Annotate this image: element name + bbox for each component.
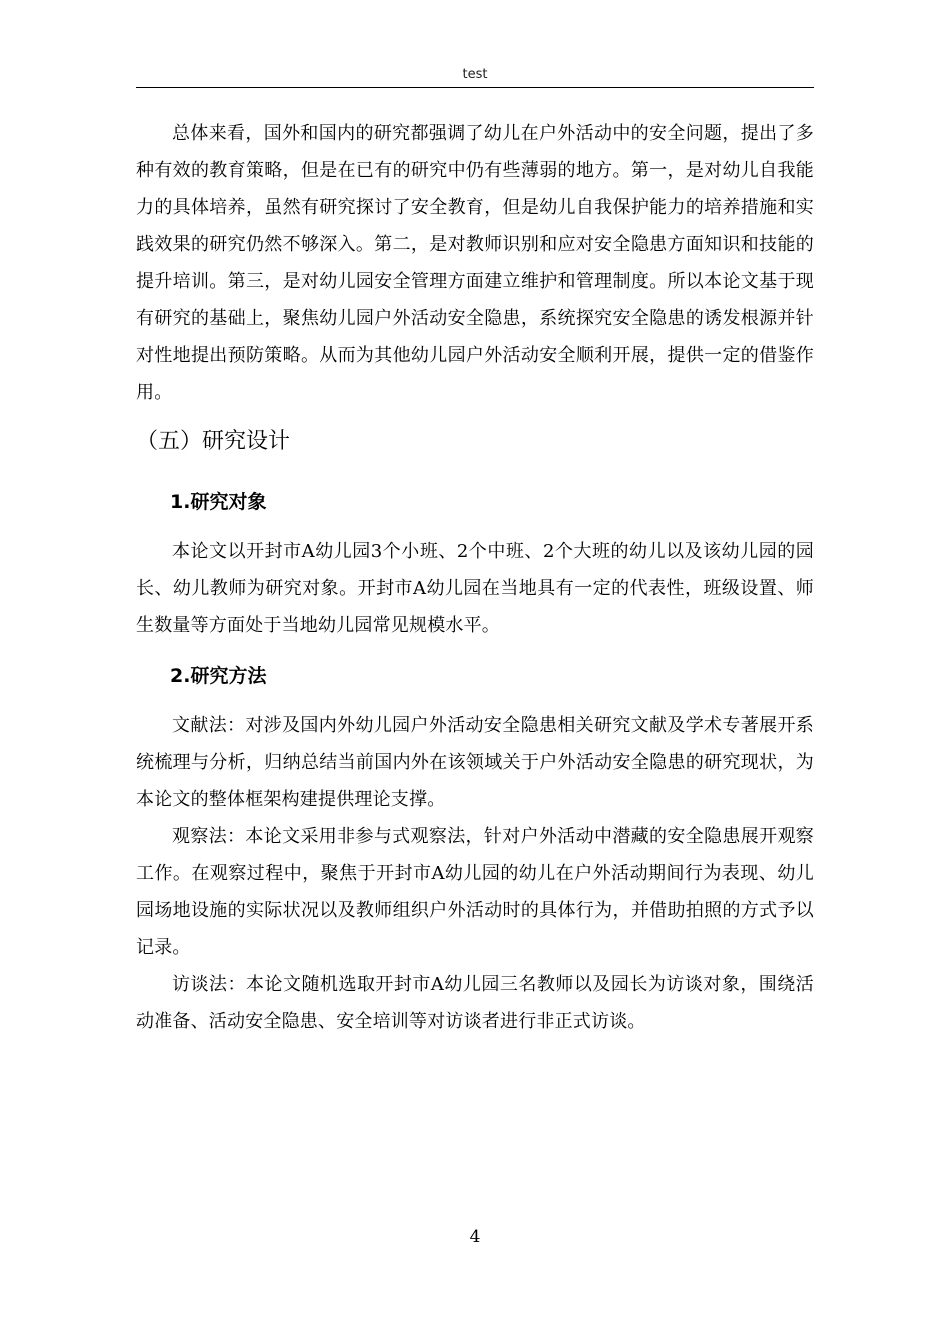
section-heading: （五）研究设计 <box>136 429 291 454</box>
page-number: 4 <box>469 1227 481 1247</box>
page-header: test <box>462 67 488 82</box>
interview-method-paragraph: 访谈法：本论文随机选取开封市A幼儿园三名教师以及园长为访谈对象，围绕活动准备、活动安全隐患、安全培训等对访谈者进行非正式访谈。 <box>136 974 814 1032</box>
header-divider <box>136 87 814 88</box>
literature-method-paragraph: 文献法：对涉及国内外幼儿园户外活动安全隐患相关研究文献及学术专著展开系统梳理与分析，归纳总结当前国内外在该领域关于户外活动安全隐患的研究现状，为本论文的整体框架构建提供理论支撑。 <box>136 715 814 810</box>
subsection-heading-research-object: 1.研究对象 <box>170 491 267 513</box>
subsection-heading-research-method: 2.研究方法 <box>170 665 267 687</box>
observation-method-paragraph: 观察法：本论文采用非参与式观察法，针对户外活动中潜藏的安全隐患展开观察工作。在观察过程中，聚焦于开封市A幼儿园的幼儿在户外活动期间行为表现、幼儿园场地设施的实际状况以及教师组织户外活动时的具体行为，并借助拍照的方式予以记录。 <box>136 826 814 958</box>
research-object-paragraph: 本论文以开封市A幼儿园3个小班、2个中班、2个大班的幼儿以及该幼儿园的园长、幼儿教师为研究对象。开封市A幼儿园在当地具有一定的代表性，班级设置、师生数量等方面处于当地幼儿园常见规模水平。 <box>136 541 814 636</box>
summary-paragraph: 总体来看，国外和国内的研究都强调了幼儿在户外活动中的安全问题，提出了多种有效的教育策略，但是在已有的研究中仍有些薄弱的地方。第一，是对幼儿自我能力的具体培养，虽然有研究探讨了安全教育，但是幼儿自我保护能力的培养措施和实践效果的研究仍然不够深入。第二，是对教师识别和应对安全隐患方面知识和技能的提升培训。第三，是对幼儿园安全管理方面建立维护和管理制度。所以本论文基于现有研究的基础上，聚焦幼儿园户外活动安全隐患，系统探究安全隐患的诱发根源并针对性地提出预防策略。从而为其他幼儿园户外活动安全顺利开展，提供一定的借鉴作用。 <box>136 123 814 403</box>
